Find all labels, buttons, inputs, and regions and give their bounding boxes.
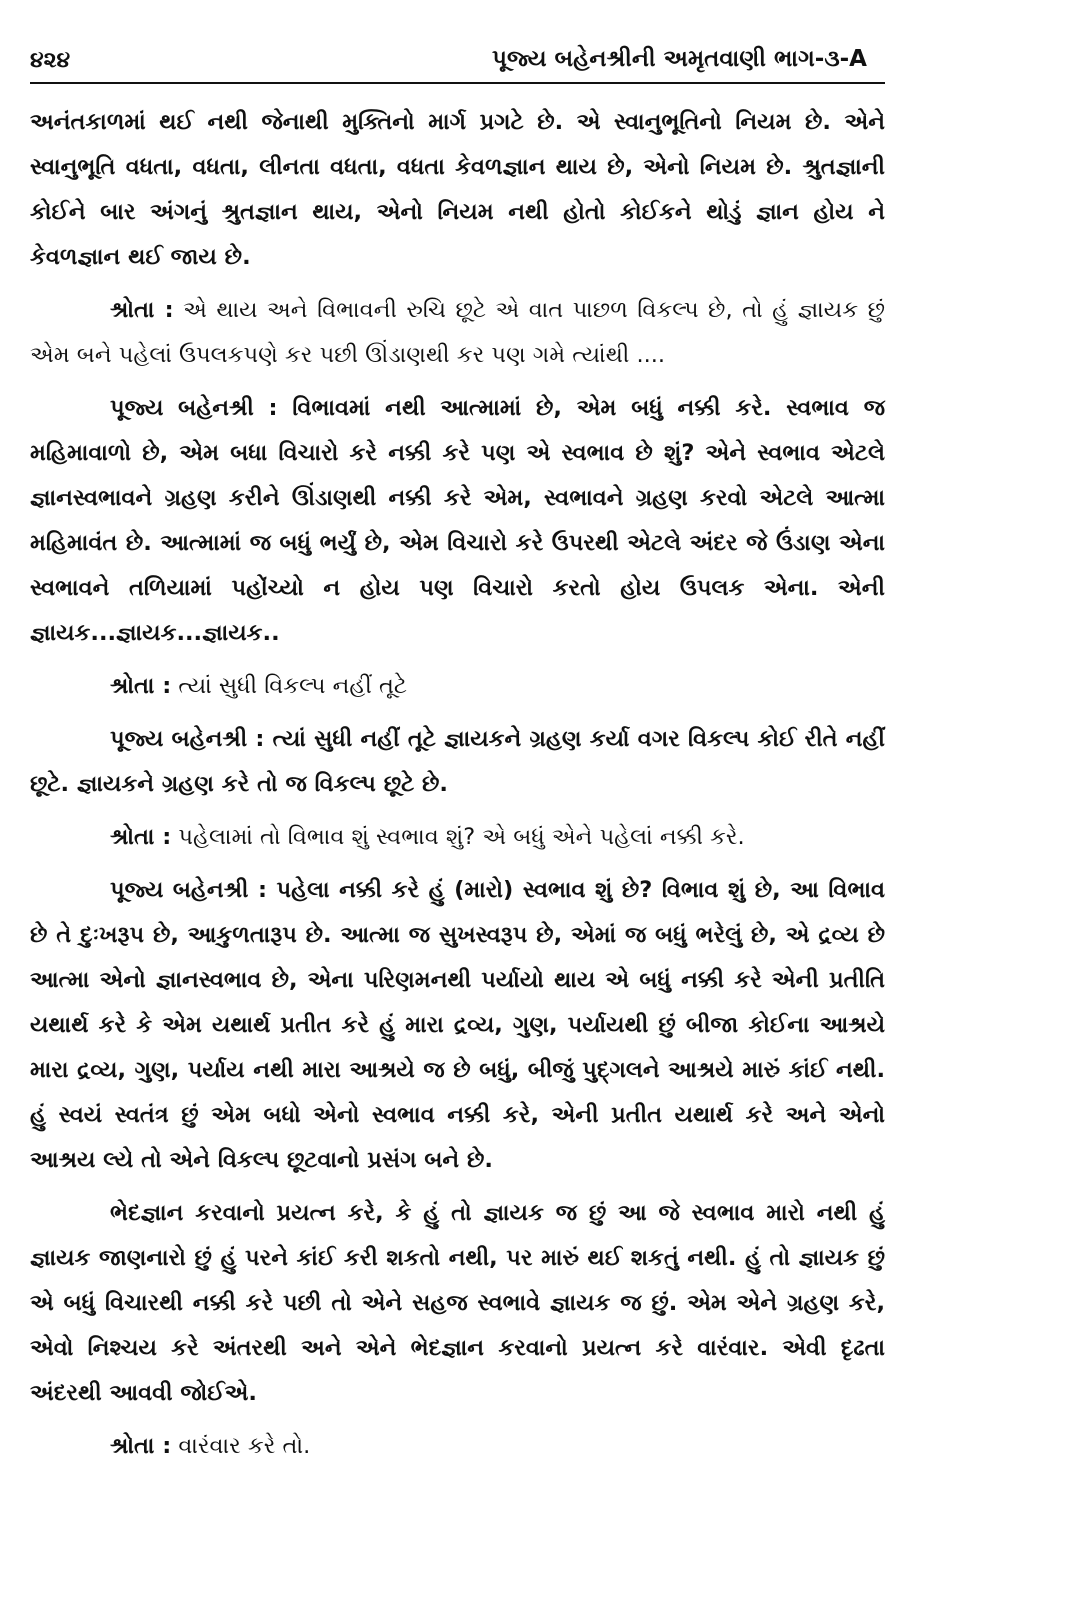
listener-speech: એ થાય અને વિભાવની રુચિ છૂટે એ વાત પાછળ વિકલ્પ છે, તો હું જ્ઞાયક છું એમ બને પહેલાં ઉપલકપણે કર પછી ઊંડાણથી કર પણ ગમે ત્યાંથી .... [30,297,885,368]
behenshri-paragraph [30,868,885,1183]
behenshri-paragraph [30,717,885,807]
listener-paragraph [30,288,885,378]
speaker-label-behenshri: પૂજ્ય બહેનશ્રી : [110,726,265,752]
behenshri-speech: વિભાવમાં નથી આત્મામાં છે, એમ બધું નક્કી કરે. સ્વભાવ જ મહિમાવાળો છે, એમ બધા વિચારો કરે નક્કી કરે પણ એ સ્વભાવ છે શું? એને સ્વભાવ એટલે જ્ઞાનસ્વભાવને ગ્રહણ કરીને ઊંડાણથી નક્કી કરે એમ, સ્વભાવને ગ્રહણ કરવો એટલે આત્મા મહિમાવંત છે. આત્મામાં જ બધું ભર્યું છે, એમ વિચારો કરે ઉપરથી એટલે અંદર જે ઉંડાણ એના સ્વભાવને તળિયામાં પહોંચ્યો ન હોય પણ વિચારો કરતો હોય ઉપલક એના. એની જ્ઞાયક...જ્ઞાયક...જ્ઞાયક.. [30,395,885,646]
body-text [30,100,885,1477]
speaker-label-listener: શ્રોતા : [110,673,172,699]
speaker-label-behenshri: પૂજ્ય બહેનશ્રી : [110,395,278,421]
behenshri-speech: પહેલા નક્કી કરે હું (મારો) સ્વભાવ શું છે? વિભાવ શું છે, આ વિભાવ છે તે દુઃખરૂપ છે, આકુળતારૂપ છે. આત્મા જ સુખસ્વરૂપ છે, એમાં જ બધું ભરેલું છે, એ દ્રવ્ય છે આત્મા એનો જ્ઞાનસ્વભાવ છે, એના પરિણમનથી પર્યાયો થાય એ બધું નક્કી કરે એની પ્રતીતિ યથાર્થ કરે કે એમ યથાર્થ પ્રતીત કરે હું મારા દ્રવ્ય, ગુણ, પર્યાયથી છું બીજા કોઈના આશ્રયે મારા દ્રવ્ય, ગુણ, પર્યાય નથી મારા આશ્રયે જ છે બધું, બીજું પુદ્ગલને આશ્રયે મારું કાંઈ નથી. હું સ્વયં સ્વતંત્ર છું એમ બધો એનો સ્વભાવ નક્કી કરે, એની પ્રતીત યથાર્થ કરે અને એનો આશ્રય લ્યે તો એને વિકલ્પ છૂટવાનો પ્રસંગ બને છે. [30,877,885,1173]
speaker-label-listener: શ્રોતા : [110,824,172,850]
paragraph-continuation [30,100,885,280]
narrative-paragraph [30,1191,885,1416]
speaker-label-listener: શ્રોતા : [110,297,174,323]
listener-paragraph [30,1424,885,1469]
listener-speech: વારંવાર કરે તો. [171,1433,311,1459]
behenshri-paragraph [30,386,885,656]
page-number: ૪૨૪ [30,48,71,73]
page-header [30,44,885,84]
listener-speech: ત્યાં સુધી વિકલ્પ નહીં તૂટે [171,673,407,699]
speaker-label-behenshri: પૂજ્ય બહેનશ્રી : [110,877,267,903]
behenshri-speech: ત્યાં સુધી નહીં તૂટે જ્ઞાયકને ગ્રહણ કર્યા વગર વિકલ્પ કોઈ રીતે નહીં છૂટે. જ્ઞાયકને ગ્રહણ કરે તો જ વિકલ્પ છૂટે છે. [30,726,885,797]
paragraph-text: અનંતકાળમાં થઈ નથી જેનાથી મુક્તિનો માર્ગ પ્રગટે છે. એ સ્વાનુભૂતિનો નિયમ છે. એને સ્વાનુભૂતિ વધતા, વધતા, લીનતા વધતા, વધતા કેવળજ્ઞાન થાય છે, એનો નિયમ છે. શ્રુતજ્ઞાની કોઈને બાર અંગનું શ્રુતજ્ઞાન થાય, એનો નિયમ નથી હોતો કોઈકને થોડું જ્ઞાન હોય ને કેવળજ્ઞાન થઈ જાય છે. [30,109,885,270]
running-title: પૂજ્ય બહેનશ્રીની અમૃતવાણી ભાગ-૩-A [492,46,867,72]
listener-speech: પહેલામાં તો વિભાવ શું સ્વભાવ શું? એ બધું એને પહેલાં નક્કી કરે. [171,824,745,850]
listener-paragraph [30,664,885,709]
paragraph-text: ભેદજ્ઞાન કરવાનો પ્રયત્ન કરે, કે હું તો જ્ઞાયક જ છું આ જે સ્વભાવ મારો નથી હું જ્ઞાયક જાણનારો છું હું પરને કાંઈ કરી શકતો નથી, પર મારું થઈ શકતું નથી. હું તો જ્ઞાયક છું એ બધું વિચારથી નક્કી કરે પછી તો એને સહજ સ્વભાવે જ્ઞાયક જ છું. એમ એને ગ્રહણ કરે, એવો નિશ્ચય કરે અંતરથી અને એને ભેદજ્ઞાન કરવાનો પ્રયત્ન કરે વારંવાર. એવી દૃઢતા અંદરથી આવવી જોઈએ. [30,1200,885,1406]
listener-paragraph [30,815,885,860]
speaker-label-listener: શ્રોતા : [110,1433,172,1459]
